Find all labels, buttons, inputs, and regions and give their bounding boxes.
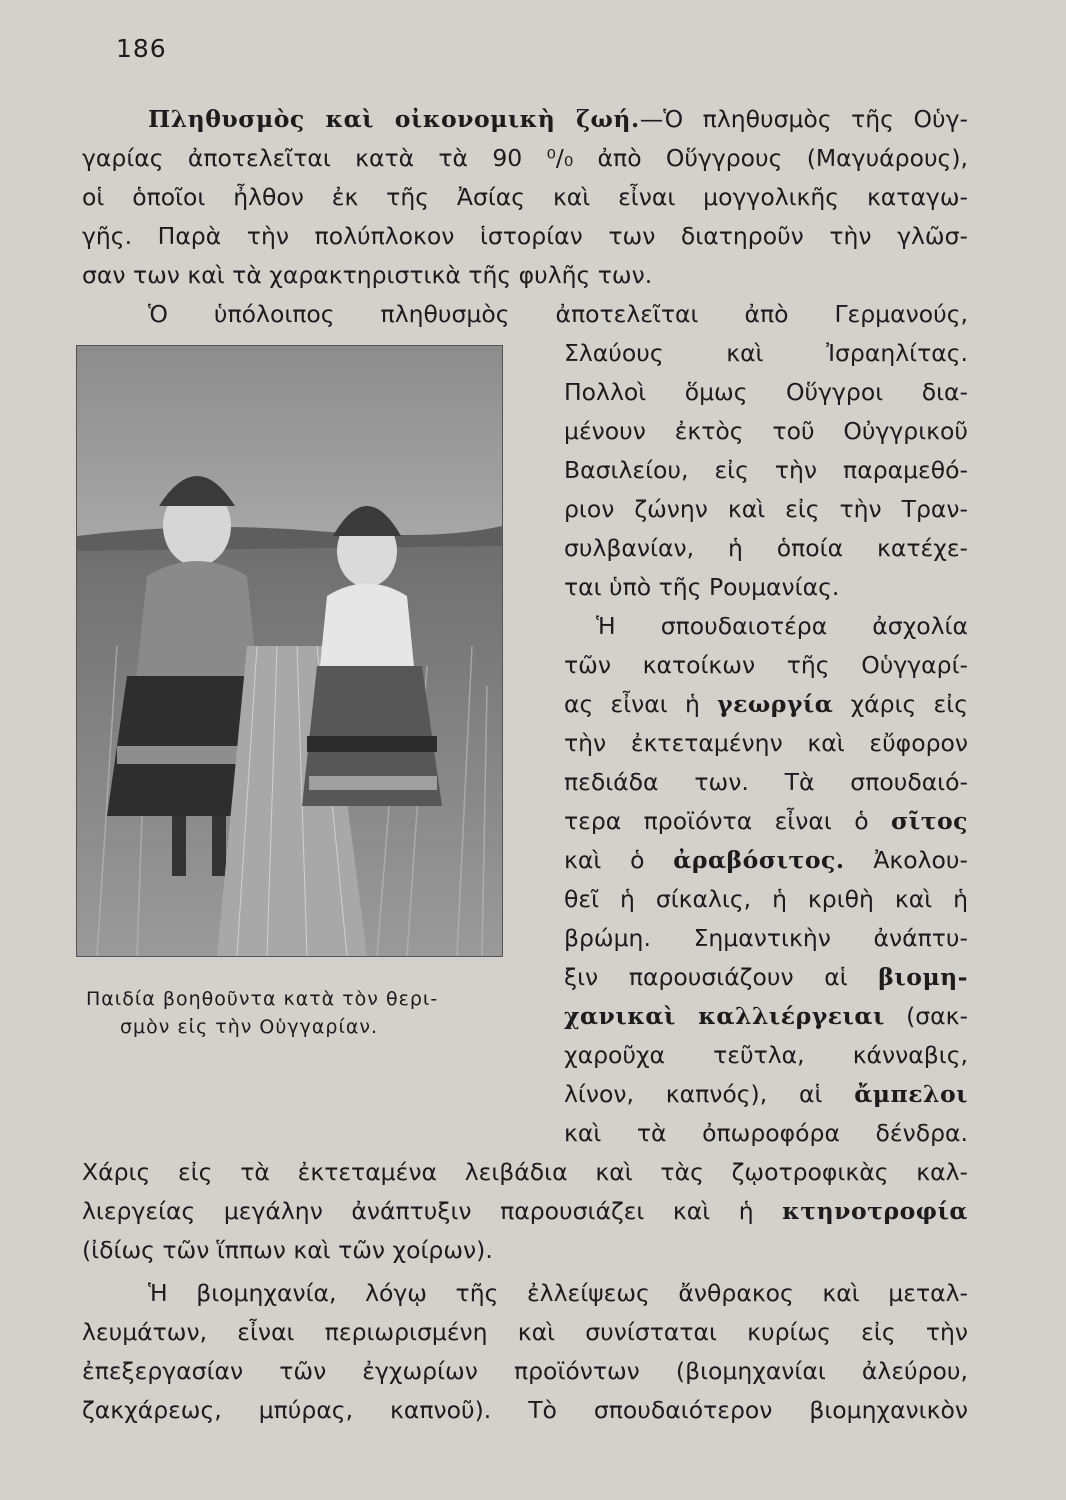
text-line: γῆς. Παρὰ τὴν πολύπλοκον ἱστορίαν των διατηροῦν τὴν γλῶσ- [82,222,968,250]
text-line: Ὁ ὑπόλοιπος πληθυσμὸς ἀποτελεῖται ἀπὸ Γερμανούς, [148,300,968,328]
text-line: τὴν ἐκτεταμένην καὶ εὔφορον [564,729,968,757]
text-span: τερα προϊόντα εἶναι ὁ [564,807,891,835]
text-line: βρώμη. Σημαντικὴν ἀνάπτυ- [564,924,968,952]
text-span: λίνον, καπνός), αἱ [564,1080,855,1108]
text-line: γαρίας ἀποτελεῖται κατὰ τὰ 90 ⁰/₀ ἀπὸ Οὕγγρους (Μαγυάρους), [82,144,968,172]
figure-caption-line: σμὸν εἰς τὴν Οὑγγαρίαν. [120,1016,379,1038]
text-span: —Ὁ πληθυσμὸς τῆς Οὑγ- [639,105,968,133]
text-line: λευμάτων, εἶναι περιωρισμένη καὶ συνίσταται κυρίως εἰς τὴν [82,1318,968,1346]
text-line: θεῖ ἡ σίκαλις, ἡ κριθὴ καὶ ἡ [564,885,968,913]
emphasis-term: βιομη- [878,963,968,991]
text-line: Χάρις εἰς τὰ ἐκτεταμένα λειβάδια καὶ τὰς ζῳοτροφικὰς καλ- [82,1158,968,1186]
text-line [564,685,968,723]
emphasis-term: σῖτος [891,807,968,835]
text-span: (σακ- [884,1002,968,1030]
text-line: ἐπεξεργασίαν τῶν ἐγχωρίων προϊόντων (βιομηχανίαι ἀλεύρου, [82,1357,968,1385]
text-line: ται ὑπὸ τῆς Ρουμανίας. [564,573,840,601]
text-span: Ἀκολου- [844,846,968,874]
text-line: μένουν ἐκτὸς τοῦ Οὐγγρικοῦ [564,417,968,445]
text-line: Σλαύους καὶ Ἰσραηλίτας. [564,339,968,367]
text-line: συλβανίαν, ἡ ὁποία κατέχε- [564,534,968,562]
text-line [148,100,968,138]
text-line [564,841,968,879]
text-line: σαν των καὶ τὰ χαρακτηριστικὰ τῆς φυλῆς των. [82,261,653,289]
text-line [564,958,968,996]
text-line: οἱ ὁποῖοι ἦλθον ἐκ τῆς Ἀσίας καὶ εἶναι μογγολικῆς καταγω- [82,183,968,211]
text-line [564,802,968,840]
text-line: Βασιλείου, εἰς τὴν παραμεθό- [564,456,968,484]
text-line: ριον ζώνην καὶ εἰς τὴν Τραν- [564,495,968,523]
text-line: καὶ τὰ ὀπωροφόρα δένδρα. [564,1119,968,1147]
text-line: Ἡ σπουδαιοτέρα ἀσχολία [596,612,968,640]
text-line: πεδιάδα των. Τὰ σπουδαιό- [564,768,968,796]
text-line [564,1075,968,1113]
emphasis-term: ἀραβόσιτος. [673,846,845,874]
page-number: 186 [116,34,167,63]
section-heading: Πληθυσμὸς καὶ οἰκονομικὴ ζωή. [148,105,640,133]
text-span: ξιν παρουσιάζουν αἱ [564,963,879,991]
text-line: ζακχάρεως, μπύρας, καπνοῦ). Τὸ σπουδαιότερον βιομηχανικὸν [82,1396,968,1424]
text-line: Πολλοὶ ὅμως Οὕγγροι δια- [564,378,968,406]
text-line: χαροῦχα τεῦτλα, κάνναβις, [564,1041,968,1069]
figure-caption-line: Παιδία βοηθοῦντα κατὰ τὸν θερι- [86,988,439,1010]
photo-illustration [77,346,502,956]
text-line: Ἡ βιομηχανία, λόγῳ τῆς ἐλλείψεως ἄνθρακος καὶ μεταλ- [148,1279,968,1307]
emphasis-term: ἄμπελοι [854,1080,968,1108]
text-line: (ἰδίως τῶν ἵππων καὶ τῶν χοίρων). [82,1236,493,1264]
text-line [82,1192,968,1230]
text-span: λιεργείας μεγάλην ἀνάπτυξιν παρουσιάζει καὶ ἡ [82,1197,783,1225]
text-line: τῶν κατοίκων τῆς Οὑγγαρί- [564,651,968,679]
emphasis-term: γεωργία [717,690,834,718]
text-line [564,997,968,1035]
emphasis-term: χανικαὶ καλλιέργειαι [564,1002,885,1030]
figure-photo [76,345,503,957]
text-span: καὶ ὁ [564,846,674,874]
emphasis-term: κτηνοτροφία [782,1197,968,1225]
text-span: χάρις εἰς [833,690,969,718]
text-span: ας εἶναι ἡ [564,690,718,718]
